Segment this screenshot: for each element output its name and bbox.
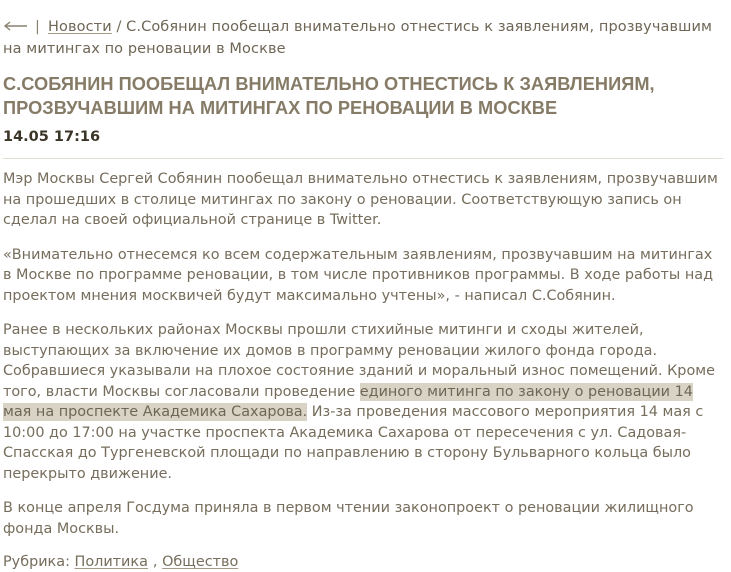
breadcrumb-slash: / (116, 19, 122, 35)
rubric-label: Рубрика: (3, 554, 70, 570)
article-page (3, 16, 723, 572)
breadcrumb (3, 16, 723, 60)
rubric-link-society[interactable]: Общество (162, 554, 239, 570)
article-date: 14.05 17:16 (3, 129, 101, 145)
highlighted-text: единого митинга по закону о реновации 14 мая на проспекте Академика Сахарова. (3, 383, 693, 420)
left-arrow-icon[interactable] (3, 21, 27, 31)
article-paragraph-3 (3, 320, 723, 484)
article-paragraph-4: В конце апреля Госдума приняла в первом чтении законопроект о реновации жилищного фонда Москвы. (3, 500, 694, 537)
rubric-separator: , (152, 554, 158, 570)
divider (3, 158, 723, 159)
page-title: С.СОБЯНИН ПООБЕЩАЛ ВНИМАТЕЛЬНО ОТНЕСТИСЬ К ЗАЯВЛЕНИЯМ, ПРОЗВУЧАВШИМ НА МИТИНГАХ ПО РЕНОВАЦИИ В МОСКВЕ (3, 74, 655, 118)
paragraph-3-text-before: Ранее в нескольких районах Москвы прошли стихийные митинги и сходы жителей, выступающих за включение их домов в программу реновации жилого фонда города. Собравшиеся указывали на плохое состояние зданий и моральный износ помещений. Кроме того, власти Москвы согласовали проведение (3, 322, 715, 400)
rubric (3, 552, 723, 572)
article-paragraph-2: «Внимательно отнесемся ко всем содержательным заявлениям, прозвучавшим на митингах в Москве по программе реновации, в том числе противников программы. В ходе работы над проектом мнения москвичей будут максимально учтены», - написал С.Собянин. (3, 246, 714, 304)
paragraph-3-text-after: Из-за проведения массового мероприятия 14 мая с 10:00 до 17:00 на участке проспекта Академика Сахарова от пересечения с ул. Садовая-Спасская до Тургеневской площади по направлению в сторону Бульварного кольца было перекрыто движение. (3, 404, 704, 482)
breadcrumb-news-link[interactable]: Новости (48, 19, 112, 35)
breadcrumb-separator: | (35, 19, 40, 35)
breadcrumb-current: С.Собянин пообещал внимательно отнестись к заявлениям, прозвучавшим на митингах по реновации в Москве (3, 19, 713, 57)
rubric-link-politics[interactable]: Политика (74, 554, 148, 570)
article-paragraph-1: Мэр Москвы Сергей Собянин пообещал внимательно отнестись к заявлениям, прозвучавшим на прошедших в столице митингах по закону о реновации. Соответствующую запись он сделал на своей официальной странице в Twitter. (3, 171, 718, 228)
